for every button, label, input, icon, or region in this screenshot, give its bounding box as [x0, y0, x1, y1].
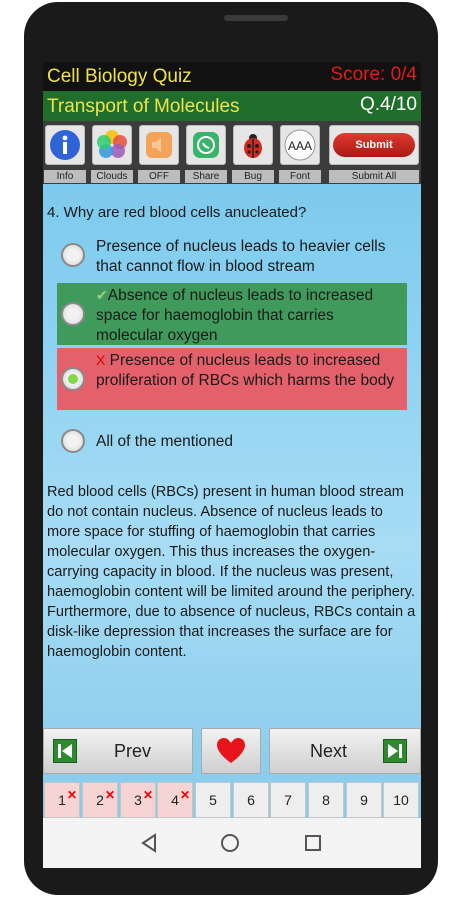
- option-4-radio[interactable]: [61, 429, 85, 453]
- page-button-2[interactable]: 2 ✕: [82, 782, 118, 818]
- option-3[interactable]: [57, 348, 407, 410]
- question-text: 4. Why are red blood cells anucleated?: [47, 204, 307, 221]
- title-bar: [43, 62, 421, 91]
- sound-toggle-button[interactable]: [139, 125, 179, 165]
- app-screen: [43, 62, 421, 868]
- toolbar: [43, 121, 421, 184]
- info-label: Info: [44, 170, 86, 183]
- chapter-bar: [43, 91, 421, 121]
- font-icon: [284, 129, 316, 161]
- option-4-text: All of the mentioned: [96, 433, 234, 450]
- system-navigation-bar: [43, 818, 421, 868]
- page-button-9[interactable]: 9: [346, 782, 382, 818]
- explanation-text: Red blood cells (RBCs) present in human blood stream do not contain nucleus. Absence of nucleus leads to more space for stuffing of haemoglobin that carries molecular oxygen. This thus increases the oxygen-carrying capacity in blood. If the nucleus was present, haemoglobin content will be limited around the periphery. Furthermore, due to absence of nucleus, RBCs contain a disk-like depression that increases the surface are for haemoglobin content.: [47, 484, 416, 660]
- bug-icon: [237, 129, 269, 161]
- submit-button-label: Submit: [333, 133, 415, 157]
- next-arrow-icon: [383, 739, 407, 763]
- next-button[interactable]: [269, 728, 421, 774]
- wrong-x-icon: X: [96, 352, 106, 368]
- page-button-4[interactable]: 4 ✕: [157, 782, 193, 818]
- option-2-radio[interactable]: [61, 302, 85, 326]
- sound-off-icon: [143, 129, 175, 161]
- bug-report-button[interactable]: [233, 125, 273, 165]
- option-3-text: X Presence of nucleus leads to increased proliferation of RBCs which harms the body: [96, 352, 395, 389]
- option-1-radio[interactable]: [61, 243, 85, 267]
- page-button-7[interactable]: 7: [270, 782, 306, 818]
- chapter-title: Transport of Molecules: [47, 96, 240, 117]
- wrong-mark-icon: ✕: [179, 788, 190, 802]
- favorite-button[interactable]: [201, 728, 261, 774]
- share-button[interactable]: [186, 125, 226, 165]
- option-4[interactable]: [57, 424, 407, 458]
- option-3-radio[interactable]: [61, 367, 85, 391]
- question-counter: Q.4/10: [359, 94, 417, 115]
- clouds-button[interactable]: [92, 125, 132, 165]
- prev-button[interactable]: [43, 728, 193, 774]
- page-button-10[interactable]: 10: [383, 782, 419, 818]
- earpiece-speaker: [224, 15, 288, 21]
- share-label: Share: [185, 170, 227, 183]
- recents-icon[interactable]: [304, 834, 322, 852]
- wrong-mark-icon: ✕: [66, 788, 77, 802]
- wrong-mark-icon: ✕: [142, 788, 153, 802]
- svg-text:AAA: AAA: [287, 139, 313, 153]
- score-label: Score: 0/4: [330, 64, 417, 85]
- bug-label: Bug: [232, 170, 274, 183]
- clouds-icon: [96, 129, 128, 161]
- page-button-5[interactable]: 5: [195, 782, 231, 818]
- submit-all-label: Submit All: [329, 170, 419, 183]
- page-button-8[interactable]: 8: [308, 782, 344, 818]
- option-1-text: Presence of nucleus leads to heavier cells that cannot flow in blood stream: [96, 238, 386, 275]
- next-label: Next: [310, 741, 348, 761]
- sound-label: OFF: [138, 170, 180, 183]
- prev-label: Prev: [114, 741, 152, 761]
- page-button-1[interactable]: 1 ✕: [44, 782, 80, 818]
- app-title: Cell Biology Quiz: [47, 66, 192, 87]
- option-1[interactable]: [57, 233, 407, 279]
- question-page-bar: [43, 780, 421, 818]
- wrong-mark-icon: ✕: [104, 788, 115, 802]
- share-icon: [190, 129, 222, 161]
- navigation-bar: [43, 724, 421, 778]
- option-2[interactable]: [57, 283, 407, 345]
- option-2-text: ✔Absence of nucleus leads to increased space for haemoglobin that carries molecular oxygen: [96, 287, 374, 344]
- home-icon[interactable]: [220, 833, 240, 853]
- prev-arrow-icon: [53, 739, 77, 763]
- back-icon[interactable]: [140, 833, 158, 853]
- clouds-label: Clouds: [91, 170, 133, 183]
- page-button-3[interactable]: 3 ✕: [120, 782, 156, 818]
- submit-button[interactable]: [329, 125, 419, 165]
- info-button[interactable]: [45, 125, 85, 165]
- page-button-6[interactable]: 6: [233, 782, 269, 818]
- info-icon: [49, 129, 81, 161]
- correct-check-icon: ✔: [96, 287, 108, 303]
- font-size-button[interactable]: [280, 125, 320, 165]
- heart-icon: [216, 737, 246, 765]
- font-label: Font: [279, 170, 321, 183]
